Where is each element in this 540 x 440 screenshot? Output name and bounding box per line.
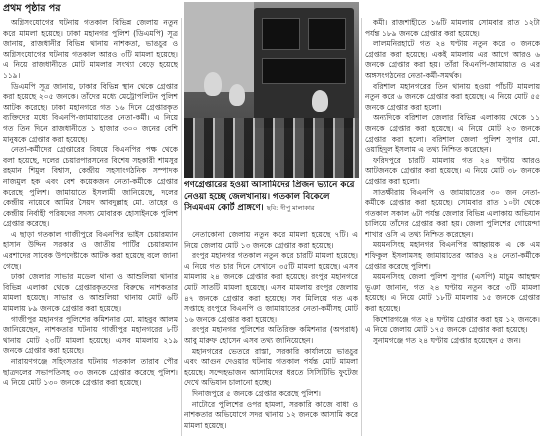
van-window (308, 18, 346, 50)
article-paragraph: ময়মনসিংহ মহানগর বিএনপির আহ্বায়ক এ কে এম শফিকুল ইসলামসহ জামায়াতের আরও ২৪ নেতা-কর্মীকে গ্রেপ্তার করেছে পুলিশ। (365, 240, 540, 271)
article-paragraph: বরিশাল মহানগরের তিন থানায় হওয়া পাঁচটি মামলায় নতুন করে ৬ জনকে গ্রেপ্তার করা হয়েছে। এ নিয়ে মোট ৫৫ জনকে গ্রেপ্তার করা হলো। (365, 81, 540, 112)
article-paragraph: নাটোরে পুলিশের ওপর হামলা, সরকারি কাজে বাধা ও নাশকতার অভিযোগে সদর থানায় ১২ জনকে আসামি করে মামলা হয়েছে। (184, 399, 358, 430)
photo-credit: ছবি: দীপু মালাকার (266, 204, 315, 212)
right-column (365, 18, 540, 436)
column-divider (181, 18, 182, 436)
article-paragraph: ময়মনসিংহ জেলা পুলিশ সুপার (এসপি) মাচুম আহম্মদ ভূঞা জানান, গত ২৪ ঘণ্টায় নতুন করে ৩টি মামলা হয়েছে। এ নিয়ে মোট ১৮টি মামলায় ১৫ জনকে গ্রেপ্তার করা হয়েছে। (365, 272, 540, 314)
article-paragraph: সুনামগঞ্জে গত ২৪ ঘণ্টায় গ্রেপ্তার হয়েছেন ৫ জন। (373, 335, 521, 345)
article-paragraph: নেতাকোনা জেলায় নতুন করে মামলা হয়েছে ৭টি। এ নিয়ে জেলায় মোট ১৩ জনকে গ্রেপ্তার করা হয়েছে। (184, 230, 358, 250)
person-figure (312, 90, 328, 112)
article-paragraph: নেতা-কর্মীদের গ্রেপ্তারের বিষয়ে বিএনপির পক্ষ থেকে বলা হয়েছে, দলের চেয়ারপারসনের বিশেষ সহকারী শামসুর রহমান শিমুল বিশ্বাস, কেন্দ্রীয় সহসাংগঠনিক সম্পাদক নাজমুল হক এবং বেশ কয়েকজন নেতা-কর্মীকে গ্রেপ্তার করেছে পুলিশ। জামায়াতে ইসলামী জানিয়েছে, দলের কেন্দ্রীয় নায়েবে আমির সৈয়দ আবদুল্লাহ মো. তাহের ও কেন্দ্রীয় নির্বাহী পরিষদের সদস্য মোবারক হোসাইনকে পুলিশ গ্রেপ্তার করেছে। (3, 145, 178, 229)
left-column (3, 18, 178, 436)
van-window (262, 58, 346, 84)
middle-column (184, 230, 358, 436)
article-paragraph: ফরিদপুরে চারটি মামলায় গত ২৪ ঘণ্টায় আরও আটজনকে গ্রেপ্তার করা হয়েছে। এ নিয়ে মোট ৩৮ জনকে গ্রেপ্তার করা হলো। (365, 155, 540, 186)
article-paragraph: দিনাজপুরে ৫ জনকে গ্রেপ্তার করেছে পুলিশ। (192, 388, 321, 398)
article-paragraph: রংপুর মহানগর পুলিশের অতিরিক্ত কমিশনার (অপরাধ) আবু মারুফ হোসেন এসব তথ্য জানিয়েছেন। (184, 325, 358, 345)
article-paragraph: ঢাকা জেলার সাভার মডেল থানা ও আশুলিয়া থানার বিভিন্ন এলাকা থেকে গ্রেপ্তারকৃতদের বিরুদ্ধে নাশকতার মামলা হয়েছে। সাভার ও আশুলিয়া থানায় মোট ৬টি মামলায় ৮৯ জনকে গ্রেপ্তার করা হয়েছে। (3, 272, 178, 314)
article-paragraph: গাজীপুর মহানগর পুলিশের কমিশনার মো. মাহবুব আলম জানিয়েছেন, নাশকতার ঘটনায় গাজীপুর মহানগরের ৮টি থানায় মোট ২৩টি মামলা হয়েছে। এসব মামলায় ২১৯ জনকে গ্রেপ্তার করা হয়েছে। (3, 314, 178, 356)
article-paragraph: কিশোরগঞ্জে গত ২৪ ঘণ্টায় গ্রেপ্তার করা হয় ১২ জনকে। এ নিয়ে জেলায় মোট ১৭৫ জনকে গ্রেপ্তার করা হয়েছে। (365, 314, 540, 335)
crowd (184, 118, 359, 178)
article-paragraph: অগ্নিসংযোগের ঘটনায় গতকাল বিভিন্ন জেলায় নতুন করে মামলা হয়েছে। ঢাকা মহানগর পুলিশ (ডিএমপি) সূত্র জানায়, রাজধানীর বিভিন্ন থানায় নাশকতা, ভাঙচুর ও অগ্নিসংযোগের ঘটনায় গতকাল আরও ৩টি মামলা হয়েছে। এ নিয়ে রাজধানীতে মোট মামলার সংখ্যা বেড়ে হয়েছে ১১৯। (3, 18, 178, 80)
van-window (262, 18, 300, 50)
article-paragraph: ডিএমপি সূত্র জানায়, ঢাকার বিভিন্ন স্থান থেকে গ্রেপ্তার করা হয়েছে ২০৫ জনকে। তাঁদের মধ্যে মেট্রোপলিটন পুলিশ আটক করেছে। ঢাকা মহানগরে গত ১৬ দিনে গ্রেপ্তারকৃত ব্যক্তিদের মধ্যে বিএনপি-জামায়াতের নেতা-কর্মী। এ নিয়ে গত তিন দিনে রাজধানীতে ১ হাজার ৩০০ জনের বেশি মানুষকে গ্রেপ্তার করা হয়েছে। (3, 81, 178, 144)
page-header: প্রথম পৃষ্ঠার পর (3, 3, 61, 14)
column-divider (361, 18, 362, 436)
person-figure (204, 72, 222, 96)
article-paragraph: এ ছাড়া গতকাল গাজীপুরে বিএনপির ভাইস চেয়ারম্যান হাসান উদ্দিন সরকার ও জাতীয় পার্টির চেয়ারম্যান এরশাদের সাবেক উপদেষ্টাকে আটক করা হয়েছে বলে জানা গেছে। (3, 229, 178, 271)
article-paragraph: লালমনিরহাটে গত ২৪ ঘণ্টায় নতুন করে ৩ জনকে গ্রেপ্তার করা হয়েছে। একই মামলায় এর আগে আরও ৬ জনকে গ্রেপ্তার করা হয়। তাঁরা বিএনপি-জামায়াত ও এর অঙ্গসংগঠনের নেতা-কর্মী-সমর্থক। (365, 39, 540, 80)
prison-van (254, 8, 354, 128)
article-paragraph: নারায়ণগঞ্জে সহিংসতার ঘটনায় গতকাল তারাব পৌর ছাত্রদলের সভাপতিসহ ৩৩ জনকে গ্রেপ্তার করেছে পুলিশ। এ নিয়ে মোট ১৩০ জনকে গ্রেপ্তার করা হয়েছে। (3, 357, 178, 388)
photo-caption (184, 180, 359, 226)
person-figure (229, 84, 245, 106)
caption-text: গণগ্রেপ্তারের হওয়া আসামিদের প্রিজন ভ্যানে করে নেওয়া হচ্ছে জেলখানায়। গতকাল বিকেলে সিএমএম কোর্ট প্রাঙ্গণে। (184, 180, 355, 213)
article-paragraph: অন্যদিকে বরিশাল জেলার বিভিন্ন এলাকায় থেকে ১১ জনকে গ্রেপ্তার করা হয়েছে। এ নিয়ে মোট ২৩ জনকে গ্রেপ্তার করা হলো। বরিশাল জেলা পুলিশ সুপার মো. ওয়াহিদুল ইসলাম এ তথ্য নিশ্চিত করেছেন। (365, 113, 540, 155)
article-paragraph: কমী। রাজশাহীতে ১৬টি মামলায় সোমবার রাত ১২টা পর্যন্ত ১৮৯ জনকে গ্রেপ্তার করা হয়েছে। (365, 18, 540, 38)
article-paragraph: সাতক্ষীরায় বিএনপি ও জামায়াতের ৩০ জন নেতা-কর্মীকে গ্রেপ্তার করা হয়েছে। সোমবার রাত ১০টা থেকে গতকাল সকাল ৬টা পর্যন্ত জেলার বিভিন্ন এলাকায় অভিযান চালিয়ে তাঁদের গ্রেপ্তার করা হয়। জেলা পুলিশের গোয়েন্দা শাখার ওসি এ তথ্য নিশ্চিত করেছেন। (365, 187, 540, 239)
news-photo (184, 2, 359, 178)
article-paragraph: রংপুর মহানগর গতকাল নতুন করে চারটি মামলা হয়েছে। এ নিয়ে গত চার দিনে সেখানে ৩৫টি মামলা হয়েছে। এসব মামলায় ২৪ জনকে গ্রেপ্তার করা হয়েছে। রংপুর মহানগরে মোট সাতটি মামলা হয়েছে। এসব মামলায় রংপুর জেলায় ৪৭ জনকে গ্রেপ্তার করা হয়েছে। সব মিলিয়ে গত এক সপ্তাহে রংপুরে বিএনপি ও জামায়াতের নেতা-কর্মীসহ মোট ১৬ জনকে গ্রেপ্তার করা হয়েছে। (184, 251, 358, 324)
article-paragraph: মহানগরের ভেতরে রাস্তা, সরকারি কার্যালয়ে ভাঙচুর এবং আগুন দেওয়ার ঘটনায় গতকাল পর্যন্ত মোট মামলা হয়েছে। সন্দেহভাজন আসামিদের ধরতে সিসিটিভি ফুটেজ দেখে অভিযান চালানো হচ্ছে। (184, 346, 358, 388)
